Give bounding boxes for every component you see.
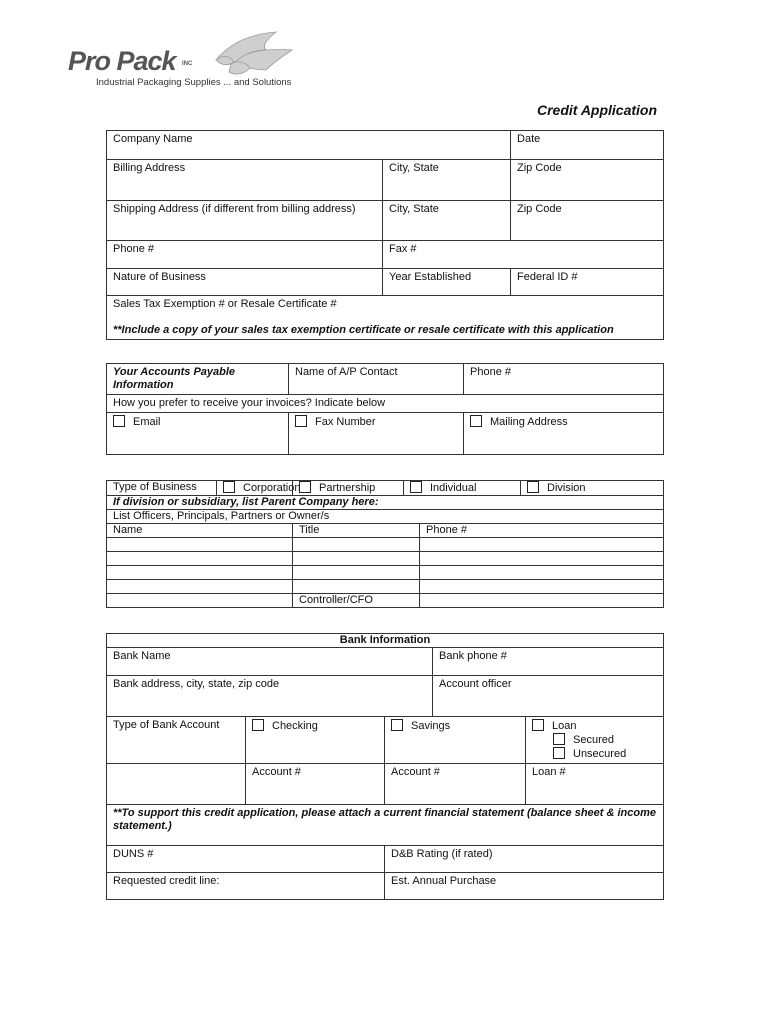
checking-option[interactable]: [246, 717, 385, 764]
type-of-business-label: Type of Business: [107, 481, 217, 496]
shipping-city-state-field[interactable]: City, State: [383, 201, 511, 241]
checking-checkbox[interactable]: [252, 719, 264, 731]
blank-cell: [107, 764, 246, 805]
fax-label: Fax Number: [315, 416, 376, 428]
secured-checkbox[interactable]: [553, 733, 565, 745]
billing-zip-field[interactable]: Zip Code: [511, 160, 664, 201]
table-row: [107, 566, 664, 580]
ap-contact-field[interactable]: Name of A/P Contact: [289, 364, 464, 395]
year-established-field[interactable]: Year Established: [383, 269, 511, 296]
logo-inc: INC: [182, 61, 193, 67]
logo-tagline: Industrial Packaging Supplies ... and Solutions: [96, 77, 292, 88]
controller-phone-cell[interactable]: [420, 594, 664, 608]
corporation-checkbox[interactable]: [223, 481, 235, 493]
page-title: Credit Application: [537, 102, 658, 118]
email-label: Email: [133, 416, 161, 428]
officers-col-title: Title: [293, 524, 420, 538]
table-row: [107, 538, 664, 552]
checking-label: Checking: [272, 720, 318, 732]
sales-tax-field[interactable]: [107, 296, 664, 340]
officer-phone-cell[interactable]: [420, 538, 664, 552]
partnership-option[interactable]: [293, 481, 404, 496]
loan-row[interactable]: [532, 719, 657, 733]
bank-phone-field[interactable]: Bank phone #: [433, 648, 664, 676]
partnership-label: Partnership: [319, 482, 376, 494]
individual-label: Individual: [430, 482, 477, 494]
officer-title-cell[interactable]: [293, 566, 420, 580]
ap-phone-field[interactable]: Phone #: [464, 364, 664, 395]
partnership-checkbox[interactable]: [299, 481, 311, 493]
division-label: Division: [547, 482, 586, 494]
mailing-checkbox[interactable]: [470, 415, 482, 427]
include-certificate-note: **Include a copy of your sales tax exemption certificate or resale certificate with this application: [113, 324, 614, 336]
sales-tax-label: Sales Tax Exemption # or Resale Certificate #: [113, 298, 337, 310]
secured-label: Secured: [573, 734, 614, 746]
officer-phone-cell[interactable]: [420, 552, 664, 566]
billing-address-field[interactable]: Billing Address: [107, 160, 383, 201]
fax-field[interactable]: Fax #: [383, 241, 664, 269]
financial-statement-note: **To support this credit application, please attach a current financial statement (balance sheet & income statement.): [107, 805, 664, 846]
company-name-field[interactable]: Company Name: [107, 131, 511, 160]
officers-label: List Officers, Principals, Partners or Owner/s: [107, 510, 664, 524]
table-row: [107, 594, 664, 608]
invoice-option-email[interactable]: [107, 413, 289, 455]
phone-field[interactable]: Phone #: [107, 241, 383, 269]
corporation-option[interactable]: [217, 481, 301, 496]
division-option[interactable]: [521, 481, 664, 496]
checking-account-field[interactable]: Account #: [246, 764, 385, 805]
unsecured-checkbox[interactable]: [553, 747, 565, 759]
bank-name-field[interactable]: Bank Name: [107, 648, 433, 676]
table-row: [107, 552, 664, 566]
email-checkbox[interactable]: [113, 415, 125, 427]
shipping-address-field[interactable]: Shipping Address (if different from billing address): [107, 201, 383, 241]
unsecured-label: Unsecured: [573, 748, 627, 760]
officer-title-cell[interactable]: [293, 552, 420, 566]
invoice-option-fax[interactable]: [289, 413, 464, 455]
db-rating-field[interactable]: [385, 846, 664, 873]
company-logo: [66, 30, 306, 94]
table-row: [107, 580, 664, 594]
company-info-table: [106, 130, 664, 340]
secured-row[interactable]: [532, 733, 657, 747]
division-checkbox[interactable]: [527, 481, 539, 493]
officer-name-cell[interactable]: [107, 566, 293, 580]
nature-of-business-field[interactable]: Nature of Business: [107, 269, 383, 296]
bank-info-heading: Bank Information: [107, 634, 664, 648]
bank-address-field[interactable]: Bank address, city, state, zip code: [107, 676, 433, 717]
mailing-label: Mailing Address: [490, 416, 568, 428]
annual-purchase-field[interactable]: Est. Annual Purchase: [385, 873, 664, 900]
db-rating-label: D&B Rating (if rated): [391, 848, 493, 860]
officer-phone-cell[interactable]: [420, 580, 664, 594]
federal-id-field[interactable]: Federal ID #: [511, 269, 664, 296]
date-field[interactable]: Date: [511, 131, 664, 160]
shipping-zip-field[interactable]: Zip Code: [511, 201, 664, 241]
loan-checkbox[interactable]: [532, 719, 544, 731]
ap-heading: Your Accounts Payable Information: [107, 364, 289, 395]
officer-name-cell[interactable]: [107, 552, 293, 566]
accounts-payable-table: [106, 363, 664, 455]
loan-label: Loan: [552, 720, 577, 732]
officers-col-name: Name: [107, 524, 293, 538]
requested-credit-field[interactable]: Requested credit line:: [107, 873, 385, 900]
invoice-option-mail[interactable]: [464, 413, 664, 455]
duns-field[interactable]: DUNS #: [107, 846, 385, 873]
account-type-label: Type of Bank Account: [107, 717, 246, 764]
account-officer-field[interactable]: Account officer: [433, 676, 664, 717]
savings-checkbox[interactable]: [391, 719, 403, 731]
savings-account-field[interactable]: Account #: [385, 764, 526, 805]
invoice-question: How you prefer to receive your invoices? Indicate below: [107, 395, 664, 413]
billing-city-state-field[interactable]: City, State: [383, 160, 511, 201]
fax-checkbox[interactable]: [295, 415, 307, 427]
savings-label: Savings: [411, 720, 451, 732]
parent-company-field[interactable]: If division or subsidiary, list Parent Company here:: [107, 496, 664, 510]
individual-option[interactable]: [404, 481, 521, 496]
officer-title-cell[interactable]: [293, 538, 420, 552]
officer-title-cell[interactable]: [293, 580, 420, 594]
officer-name-cell[interactable]: [107, 538, 293, 552]
controller-name-cell[interactable]: [107, 594, 293, 608]
officers-col-phone: Phone #: [420, 524, 664, 538]
unsecured-row[interactable]: [532, 747, 657, 761]
loan-number-field[interactable]: Loan #: [526, 764, 664, 805]
controller-title-cell: Controller/CFO: [293, 594, 420, 608]
individual-checkbox[interactable]: [410, 481, 422, 493]
logo-wordmark: Pro Pack: [68, 46, 176, 76]
savings-option[interactable]: [385, 717, 526, 764]
corporation-label: Corporation: [243, 482, 301, 494]
officer-name-cell[interactable]: [107, 580, 293, 594]
bank-info-table: [106, 633, 664, 900]
loan-option[interactable]: [526, 717, 664, 764]
business-type-table: [106, 480, 664, 608]
officer-phone-cell[interactable]: [420, 566, 664, 580]
